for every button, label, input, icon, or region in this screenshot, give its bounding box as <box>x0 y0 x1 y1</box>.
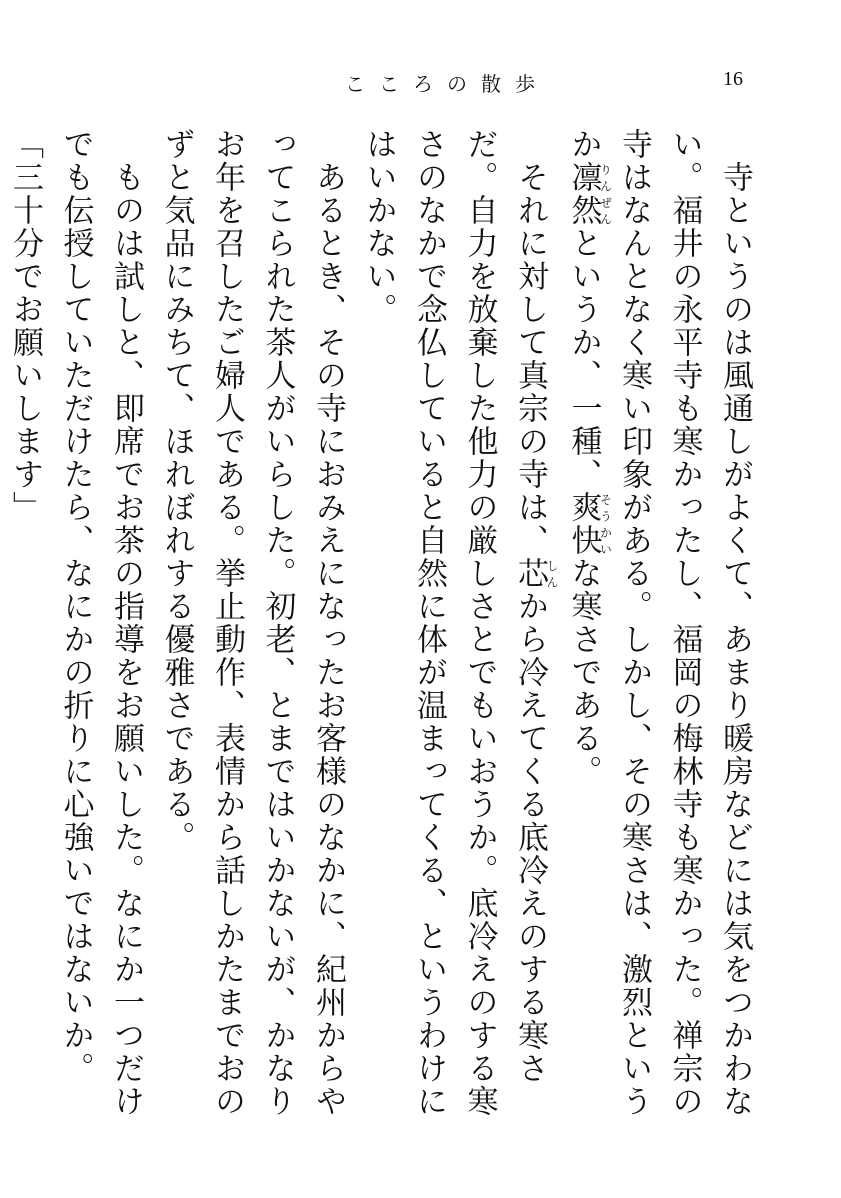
paragraph <box>558 128 760 1128</box>
text-run: 「三十分でお願いします」 <box>7 128 43 524</box>
ruby-word <box>565 491 613 557</box>
paragraph <box>151 128 353 1128</box>
ruby-reading: そうかい <box>598 491 613 557</box>
vertical-body-text <box>7 128 760 1128</box>
ruby-base: 爽快 <box>565 491 602 557</box>
text-run: というか、一種、 <box>565 227 602 491</box>
paragraph <box>0 128 50 1128</box>
text-run: 寺というのは風通しがよくて、あまり暖房などには気をつかわない。福井の永平寺も寒かったし、福岡の梅林寺も寒かった。禅宗の寺はなんとなく寒い印象がある。しかし、その寒さは、激烈というか <box>565 128 753 1118</box>
paragraph <box>353 128 558 1128</box>
text-run: あるとき、その寺におみえになったお客様のなかに、紀州からやってこられた茶人がいらした。初老、とまではいかないが、かなりお年を召したご婦人である。挙止動作、表情から話しかたまでおのずと気品にみちて、ほれぼれする優雅さである。 <box>158 128 346 1118</box>
text-run: ものは試しと、即席でお茶の指導をお願いした。なにか一つだけでも伝授していただけたら、なにかの折りに心強いではないか。 <box>57 128 144 1118</box>
ruby-word <box>565 161 613 227</box>
text-run: それに対して真宗の寺は、 <box>512 161 548 557</box>
running-title: こころの散歩 <box>345 72 549 96</box>
ruby-base: 凛然 <box>565 161 602 227</box>
text-run: から冷えてくる底冷えのする寒さだ。自力を放棄した他力の厳しさとでもいおうか。底冷えのする寒さのなかで念仏していると自然に体が温まってくる、というわけにはいかない。 <box>360 128 548 1118</box>
ruby-word <box>512 557 559 590</box>
paragraph <box>50 128 151 1128</box>
running-head <box>0 68 841 98</box>
ruby-reading: りんぜん <box>598 161 613 227</box>
ruby-base: 芯 <box>512 557 548 590</box>
ruby-reading: しん <box>545 557 559 590</box>
text-run: な寒さである。 <box>565 557 602 788</box>
page-number: 16 <box>723 68 743 90</box>
